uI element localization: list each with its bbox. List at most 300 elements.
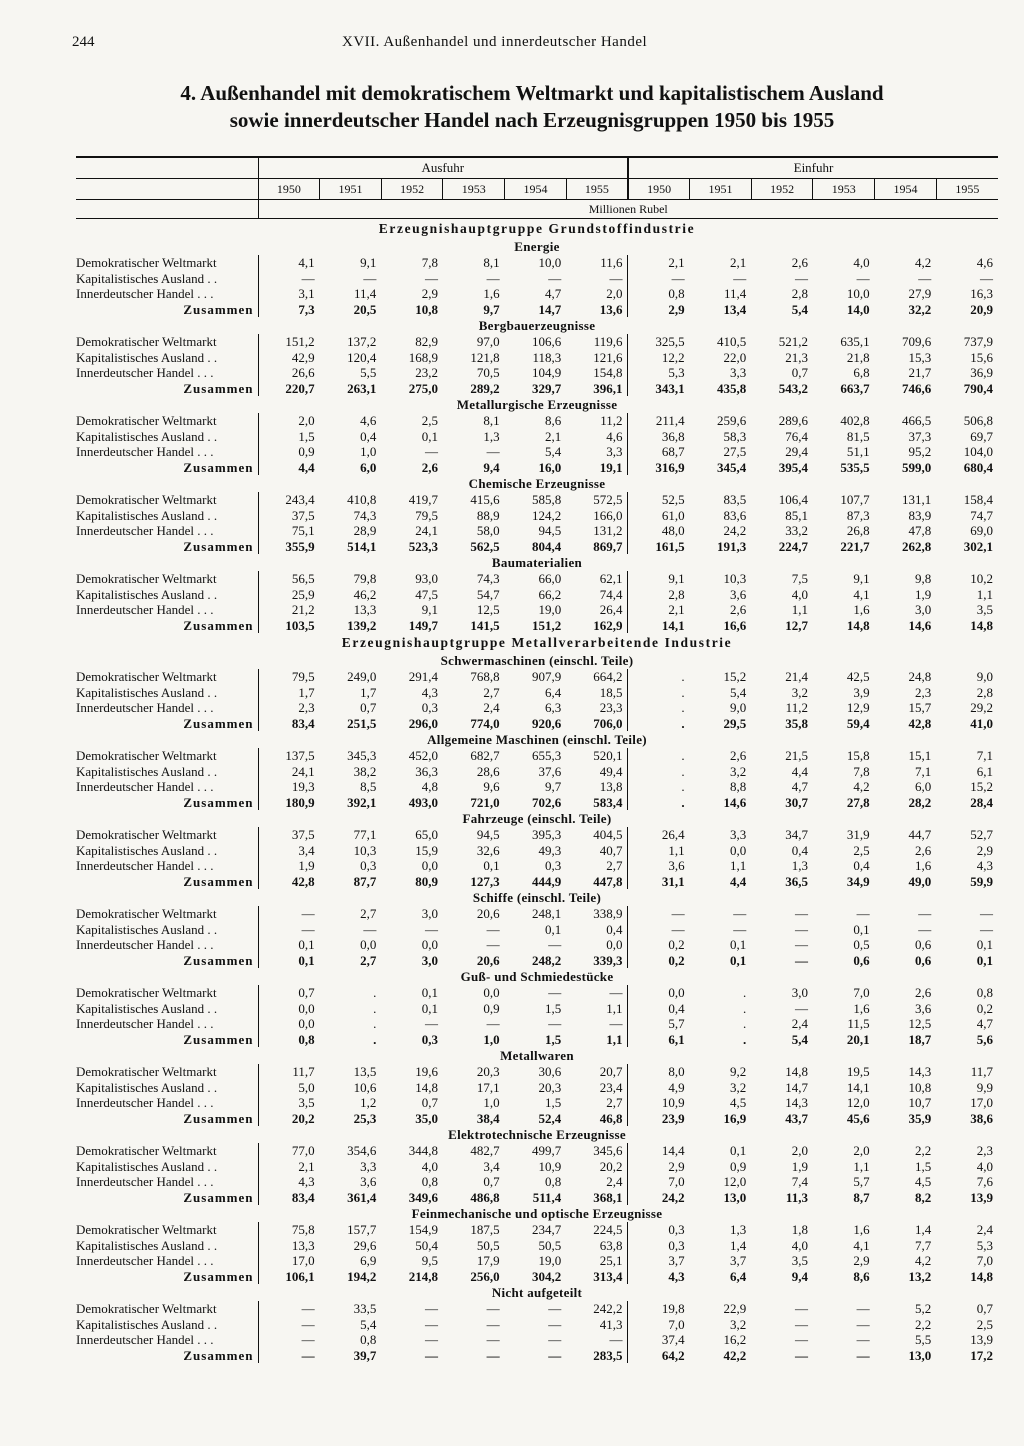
value-cell: 419,7 — [408, 492, 438, 507]
value-cell: 4,4 — [298, 459, 315, 475]
value-cell: 869,7 — [593, 538, 623, 554]
value-cell: 104,0 — [963, 444, 993, 459]
value-cell: 13,5 — [353, 1064, 377, 1079]
row-label: Demokratischer Weltmarkt — [76, 1064, 258, 1080]
year-header: 1951 — [690, 179, 752, 200]
value-cell: — — [486, 270, 500, 286]
value-cell: . — [628, 779, 690, 795]
value-cell: 13,3 — [291, 1237, 315, 1253]
table-row — [76, 1174, 998, 1190]
row-label: Kapitalistisches Ausland . . — [76, 1159, 258, 1175]
value-cell: 396,1 — [593, 380, 623, 396]
value-cell: — — [301, 906, 315, 921]
value-cell: 6,4 — [730, 1268, 747, 1284]
table-row — [76, 1159, 998, 1175]
value-cell: 1,4 — [730, 1237, 747, 1253]
value-cell: 1,0 — [360, 444, 377, 459]
value-cell: 4,7 — [976, 1016, 993, 1031]
value-cell: 562,5 — [470, 538, 500, 554]
value-cell: 26,6 — [291, 365, 315, 380]
value-cell: 4,6 — [606, 428, 623, 444]
value-cell: — — [980, 921, 993, 937]
value-cell: 10,8 — [415, 301, 438, 317]
value-cell: 0,1 — [976, 937, 993, 952]
value-cell: — — [301, 1347, 315, 1363]
table-row — [76, 1032, 998, 1048]
table-row — [76, 1111, 998, 1127]
total-label: Zusammen — [76, 618, 258, 634]
value-cell: 4,2 — [853, 779, 870, 794]
header-corner — [76, 179, 258, 200]
value-cell: 74,3 — [476, 571, 500, 586]
value-cell: 70,5 — [476, 365, 500, 380]
value-cell: 511,4 — [532, 1189, 562, 1205]
section-heading: Schiffe (einschl. Teile) — [472, 889, 602, 905]
value-cell: 2,1 — [298, 1158, 315, 1174]
value-cell: — — [548, 1332, 562, 1347]
value-cell: 22,0 — [723, 349, 747, 365]
value-cell: 0,1 — [730, 1143, 747, 1158]
value-cell: 5,4 — [791, 301, 808, 317]
value-cell: 404,5 — [593, 827, 623, 842]
table-row — [76, 1064, 998, 1080]
value-cell: — — [424, 1347, 438, 1363]
value-cell: 5,6 — [976, 1031, 993, 1047]
value-cell: 20,2 — [291, 1110, 315, 1126]
value-cell: 15,7 — [908, 700, 932, 715]
value-cell: 585,8 — [532, 492, 562, 507]
chapter-title: XVII. Außenhandel und innerdeutscher Handel — [342, 34, 648, 50]
value-cell: 168,9 — [408, 349, 438, 365]
value-cell: 4,3 — [628, 1269, 690, 1285]
value-cell: 37,3 — [908, 428, 932, 444]
value-cell: 31,9 — [846, 827, 870, 842]
value-cell: 15,6 — [970, 349, 993, 365]
value-cell: 47,8 — [908, 523, 932, 538]
section-heading: Feinmechanische und optische Erzeugnisse — [411, 1205, 663, 1221]
value-cell: 680,4 — [963, 459, 993, 475]
value-cell: 14,1 — [846, 1079, 870, 1095]
value-cell: 316,9 — [628, 460, 690, 476]
value-cell: 0,4 — [853, 858, 870, 873]
value-cell: 4,5 — [730, 1095, 747, 1110]
row-label: Kapitalistisches Ausland . . — [76, 508, 258, 524]
value-cell: 499,7 — [532, 1143, 562, 1158]
value-cell: 4,0 — [791, 586, 808, 602]
table-title-line-2: sowie innerdeutscher Handel nach Erzeugnisgruppen 1950 bis 1955 — [229, 108, 835, 132]
table-row — [76, 906, 998, 922]
value-cell: 3,6 — [915, 1000, 932, 1016]
value-cell: 1,1 — [606, 1000, 623, 1016]
value-cell: . — [628, 795, 690, 811]
value-cell: 94,5 — [476, 827, 500, 842]
value-cell: 0,3 — [421, 1031, 438, 1047]
value-cell: 52,5 — [628, 492, 690, 508]
value-cell: 1,1 — [730, 858, 747, 873]
value-cell: 221,7 — [840, 538, 870, 554]
table-row — [76, 381, 998, 397]
value-cell: 50,5 — [538, 1237, 562, 1253]
section-heading: Fahrzeuge (einschl. Teile) — [462, 810, 612, 826]
value-cell: 410,8 — [347, 492, 377, 507]
value-cell: 0,2 — [628, 937, 690, 953]
value-cell: 30,6 — [538, 1064, 562, 1079]
value-cell: — — [486, 937, 500, 952]
value-cell: — — [363, 921, 377, 937]
value-cell: 920,6 — [532, 715, 562, 731]
value-cell: 1,5 — [545, 1095, 562, 1110]
value-cell: 14,8 — [785, 1064, 808, 1079]
row-label: Innerdeutscher Handel . . . — [76, 602, 258, 618]
value-cell: 3,2 — [730, 1316, 747, 1332]
value-cell: 1,6 — [853, 1222, 870, 1237]
value-cell: 1,9 — [791, 1158, 808, 1174]
value-cell: 17,9 — [476, 1253, 500, 1268]
value-cell: 28,9 — [353, 523, 377, 538]
value-cell: 2,3 — [298, 700, 315, 715]
value-cell: 42,9 — [291, 349, 315, 365]
value-cell: 31,1 — [628, 874, 690, 890]
table-row — [76, 539, 998, 555]
value-cell: — — [424, 270, 438, 286]
value-cell: 10,0 — [538, 255, 562, 270]
value-cell: 523,3 — [408, 538, 438, 554]
value-cell: 220,7 — [285, 380, 315, 396]
value-cell: 26,4 — [599, 602, 623, 617]
value-cell: 34,7 — [785, 827, 808, 842]
value-cell: 9,7 — [483, 301, 500, 317]
year-header: 1954 — [875, 179, 937, 200]
value-cell: 2,7 — [360, 952, 377, 968]
year-header: 1950 — [258, 179, 320, 200]
value-cell: 97,0 — [476, 334, 500, 349]
value-cell: — — [980, 270, 993, 286]
row-label: Innerdeutscher Handel . . . — [76, 365, 258, 381]
table-row — [76, 1348, 998, 1364]
value-cell: 0,2 — [976, 1000, 993, 1016]
value-cell: 302,1 — [963, 538, 993, 554]
value-cell: 4,1 — [298, 255, 315, 270]
value-cell: 0,7 — [360, 700, 377, 715]
value-cell: 349,6 — [408, 1189, 438, 1205]
value-cell: 32,2 — [908, 301, 932, 317]
value-cell: 2,7 — [606, 858, 623, 873]
value-cell: 7,0 — [853, 985, 870, 1000]
value-cell: — — [794, 1000, 808, 1016]
value-cell: 59,4 — [846, 715, 870, 731]
value-cell: 7,0 — [976, 1253, 993, 1268]
value-cell: 7,0 — [628, 1174, 690, 1190]
value-cell: 74,7 — [970, 507, 993, 523]
value-cell: 0,0 — [421, 858, 438, 873]
value-cell: 11,3 — [785, 1189, 808, 1205]
value-cell: 7,3 — [298, 301, 315, 317]
value-cell: 81,5 — [846, 428, 870, 444]
value-cell: 0,1 — [730, 937, 747, 952]
value-cell: 2,5 — [421, 413, 438, 428]
value-cell: 11,6 — [600, 255, 623, 270]
value-cell: 3,9 — [853, 684, 870, 700]
value-cell: 211,4 — [628, 413, 690, 429]
value-cell: 14,3 — [785, 1095, 808, 1110]
value-cell: 38,4 — [476, 1110, 500, 1126]
value-cell: 10,6 — [353, 1079, 377, 1095]
table-row — [76, 716, 998, 732]
value-cell: 9,1 — [360, 255, 377, 270]
value-cell: 12,0 — [846, 1095, 870, 1110]
section-heading: Schwermaschinen (einschl. Teile) — [440, 652, 634, 668]
value-cell: 83,9 — [908, 507, 932, 523]
value-cell: — — [424, 1332, 438, 1347]
row-label: Kapitalistisches Ausland . . — [76, 922, 258, 938]
value-cell: 20,3 — [476, 1064, 500, 1079]
table-row — [76, 1238, 998, 1254]
row-label: Demokratischer Weltmarkt — [76, 827, 258, 843]
value-cell: 452,0 — [408, 748, 438, 763]
table-row — [76, 302, 998, 318]
value-cell: . — [628, 685, 690, 701]
value-cell: 9,9 — [976, 1079, 993, 1095]
value-cell: 38,2 — [353, 763, 377, 779]
value-cell: 41,3 — [599, 1316, 623, 1332]
value-cell: — — [486, 1316, 500, 1332]
row-label: Innerdeutscher Handel . . . — [76, 1095, 258, 1111]
value-cell: 9,1 — [853, 571, 870, 586]
value-cell: — — [424, 1316, 438, 1332]
value-cell: 2,9 — [628, 1159, 690, 1175]
value-cell: 124,2 — [532, 507, 562, 523]
value-cell: — — [980, 906, 993, 921]
value-cell: — — [548, 1301, 562, 1316]
value-cell: 0,1 — [298, 937, 315, 952]
table-row — [76, 922, 998, 938]
value-cell: 17,0 — [970, 1095, 993, 1110]
value-cell: 354,6 — [347, 1143, 377, 1158]
value-cell: 18,5 — [599, 684, 623, 700]
value-cell: 141,5 — [470, 617, 500, 633]
row-label: Kapitalistisches Ausland . . — [76, 271, 258, 287]
value-cell: 61,0 — [628, 508, 690, 524]
value-cell: 3,5 — [298, 1095, 315, 1110]
value-cell: 12,5 — [908, 1016, 932, 1031]
value-cell: 23,4 — [599, 1079, 623, 1095]
value-cell: 1,3 — [483, 428, 500, 444]
value-cell: — — [424, 444, 438, 459]
value-cell: 14,4 — [628, 1143, 690, 1159]
total-label: Zusammen — [76, 1032, 258, 1048]
table-title-line-1: 4. Außenhandel mit demokratischem Weltmarkt und kapitalistischem Ausland — [180, 81, 884, 105]
value-cell: 23,2 — [415, 365, 438, 380]
section-heading: Metallwaren — [500, 1047, 574, 1063]
value-cell: 2,6 — [730, 602, 747, 617]
value-cell: 0,7 — [791, 365, 808, 380]
value-cell: — — [628, 906, 690, 922]
value-cell: 482,7 — [470, 1143, 500, 1158]
value-cell: 83,4 — [291, 715, 315, 731]
value-cell: 0,6 — [915, 952, 932, 968]
row-label: Kapitalistisches Ausland . . — [76, 1238, 258, 1254]
value-cell: 8,5 — [360, 779, 377, 794]
value-cell: 0,3 — [628, 1222, 690, 1238]
value-cell: 21,3 — [785, 349, 808, 365]
value-cell: — — [301, 1301, 315, 1316]
row-label: Innerdeutscher Handel . . . — [76, 1332, 258, 1348]
group-heading: Erzeugnishauptgruppe Grundstoffindustrie — [378, 221, 696, 236]
value-cell: 10,3 — [723, 571, 747, 586]
value-cell: — — [794, 937, 808, 952]
value-cell: 9,2 — [730, 1064, 747, 1079]
value-cell: 224,5 — [593, 1222, 623, 1237]
value-cell: 66,0 — [538, 571, 562, 586]
value-cell: — — [794, 270, 808, 286]
value-cell: 11,2 — [785, 700, 808, 715]
value-cell: . — [628, 669, 690, 685]
value-cell: 187,5 — [470, 1222, 500, 1237]
value-cell: 118,3 — [532, 349, 562, 365]
value-cell: 95,2 — [908, 444, 932, 459]
value-cell: 4,8 — [421, 779, 438, 794]
value-cell: 0,0 — [628, 985, 690, 1001]
value-cell: 4,7 — [791, 779, 808, 794]
value-cell: 52,4 — [538, 1110, 562, 1126]
value-cell: — — [486, 1332, 500, 1347]
row-label: Kapitalistisches Ausland . . — [76, 429, 258, 445]
value-cell: 6,4 — [545, 684, 562, 700]
value-cell: 106,4 — [778, 492, 808, 507]
value-cell: 13,4 — [723, 301, 747, 317]
value-cell: 2,3 — [976, 1143, 993, 1158]
value-cell: 259,6 — [717, 413, 747, 428]
value-cell: 58,3 — [723, 428, 747, 444]
value-cell: 74,3 — [353, 507, 377, 523]
value-cell: 19,1 — [599, 459, 623, 475]
value-cell: 289,2 — [470, 380, 500, 396]
value-cell: — — [794, 1332, 808, 1347]
value-cell: 19,8 — [628, 1301, 690, 1317]
value-cell: 27,8 — [846, 794, 870, 810]
statistics-table — [76, 156, 998, 1363]
value-cell: 9,0 — [730, 700, 747, 715]
value-cell: 13,8 — [599, 779, 623, 794]
value-cell: 7,8 — [853, 763, 870, 779]
value-cell: 13,0 — [723, 1189, 747, 1205]
value-cell: — — [609, 985, 623, 1000]
value-cell: 1,1 — [791, 602, 808, 617]
value-cell: 32,6 — [476, 842, 500, 858]
value-cell: 447,8 — [593, 873, 623, 889]
value-cell: 506,8 — [963, 413, 993, 428]
row-label: Innerdeutscher Handel . . . — [76, 937, 258, 953]
value-cell: 49,4 — [599, 763, 623, 779]
value-cell: 54,7 — [476, 586, 500, 602]
value-cell: 3,6 — [730, 586, 747, 602]
value-cell: 10,8 — [908, 1079, 932, 1095]
value-cell: 746,6 — [902, 380, 932, 396]
year-header: 1955 — [936, 179, 998, 200]
value-cell: 42,5 — [846, 669, 870, 684]
value-cell: — — [301, 1316, 315, 1332]
value-cell: 106,6 — [532, 334, 562, 349]
value-cell: 0,5 — [853, 937, 870, 952]
value-cell: 395,3 — [532, 827, 562, 842]
table-row — [76, 748, 998, 764]
value-cell: 11,7 — [970, 1064, 993, 1079]
value-cell: — — [856, 906, 870, 921]
value-cell: 24,2 — [628, 1190, 690, 1206]
value-cell: 4,0 — [421, 1158, 438, 1174]
value-cell: 2,8 — [628, 587, 690, 603]
value-cell: 8,6 — [545, 413, 562, 428]
value-cell: 26,8 — [846, 523, 870, 538]
value-cell: 83,4 — [291, 1189, 315, 1205]
value-cell: 706,0 — [593, 715, 623, 731]
value-cell: 11,4 — [354, 286, 377, 301]
value-cell: 7,8 — [421, 255, 438, 270]
value-cell: 137,2 — [347, 334, 377, 349]
value-cell: 774,0 — [470, 715, 500, 731]
value-cell: 2,4 — [791, 1016, 808, 1031]
year-header: 1951 — [320, 179, 382, 200]
table-row — [76, 1301, 998, 1317]
value-cell: 0,9 — [298, 444, 315, 459]
table-title — [60, 80, 1004, 134]
total-label: Zusammen — [76, 1348, 258, 1364]
value-cell: 535,5 — [840, 459, 870, 475]
header-corner — [76, 200, 258, 219]
value-cell: 345,6 — [593, 1143, 623, 1158]
total-label: Zusammen — [76, 539, 258, 555]
group-heading: Erzeugnishauptgruppe Metallverarbeitende Industrie — [341, 635, 733, 650]
value-cell: 0,7 — [483, 1174, 500, 1189]
value-cell: 0,8 — [421, 1174, 438, 1189]
value-cell: 2,1 — [730, 255, 747, 270]
value-cell: 2,9 — [853, 1253, 870, 1268]
value-cell: 0,0 — [730, 842, 747, 858]
value-cell: 121,8 — [470, 349, 500, 365]
value-cell: 1,0 — [483, 1095, 500, 1110]
value-cell: 1,5 — [545, 1000, 562, 1016]
value-cell: 7,0 — [628, 1317, 690, 1333]
value-cell: 6,3 — [545, 700, 562, 715]
table-row — [76, 985, 998, 1001]
row-label: Innerdeutscher Handel . . . — [76, 779, 258, 795]
value-cell: 3,4 — [483, 1158, 500, 1174]
value-cell: 343,1 — [628, 381, 690, 397]
total-label: Zusammen — [76, 1190, 258, 1206]
value-cell: 1,6 — [853, 1000, 870, 1016]
value-cell: 36,8 — [628, 429, 690, 445]
value-cell: 1,1 — [853, 1158, 870, 1174]
value-cell: 7,6 — [976, 1174, 993, 1189]
row-label: Innerdeutscher Handel . . . — [76, 523, 258, 539]
value-cell: . — [628, 716, 690, 732]
value-cell: 0,0 — [483, 985, 500, 1000]
value-cell: 14,0 — [846, 301, 870, 317]
value-cell: 11,5 — [847, 1016, 870, 1031]
value-cell: 2,0 — [298, 413, 315, 428]
value-cell: 13,9 — [970, 1332, 993, 1347]
value-cell: 22,9 — [723, 1301, 747, 1316]
value-cell: 28,4 — [970, 794, 993, 810]
year-header: 1952 — [381, 179, 443, 200]
table-row — [76, 953, 998, 969]
value-cell: . — [373, 1031, 377, 1047]
value-cell: 20,6 — [476, 952, 500, 968]
value-cell: 7,7 — [915, 1237, 932, 1253]
value-cell: 655,3 — [532, 748, 562, 763]
value-cell: 3,2 — [791, 684, 808, 700]
row-label: Demokratischer Weltmarkt — [76, 492, 258, 508]
